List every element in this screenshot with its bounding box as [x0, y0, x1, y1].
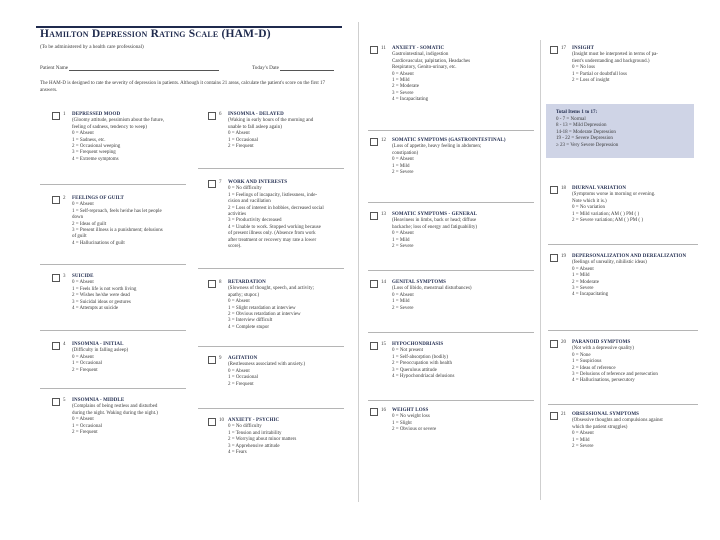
- score-checkbox[interactable]: [550, 412, 558, 420]
- patient-name-line[interactable]: [69, 64, 219, 71]
- item-body: (Insight must be interpreted in terms of pa- tient's understanding and background.) 0 = No loss 1 = Partial or doubtfull loss 2 = Loss of insight: [572, 52, 658, 84]
- divider: [40, 388, 186, 389]
- score-checkbox[interactable]: [208, 280, 216, 288]
- item-title: OBSESSIONAL SYMPTOMS: [572, 412, 640, 417]
- item-insight: [562, 46, 698, 84]
- item-number: 7: [219, 180, 222, 185]
- score-checkbox[interactable]: [370, 138, 378, 146]
- page-title: Hamilton Depression Rating Scale (HAM-D): [40, 28, 271, 40]
- item-body: (Waking in early hours of the morning and unable to fall asleep again) 0 = Absent 1 = Occasional 2 = Frequent: [228, 118, 314, 150]
- divider: [368, 332, 534, 333]
- divider: [40, 184, 186, 185]
- item-number: 9: [219, 356, 222, 361]
- item-insomnia-middle: [64, 398, 182, 436]
- item-title: SUICIDE: [72, 274, 94, 279]
- score-checkbox[interactable]: [370, 212, 378, 220]
- column-divider: [540, 40, 541, 500]
- divider: [548, 244, 698, 245]
- divider: [198, 268, 344, 269]
- item-number: 21: [561, 412, 566, 417]
- patient-name-field[interactable]: [40, 64, 219, 71]
- item-title: INSIGHT: [572, 46, 595, 51]
- item-body: 0 = Not present 1 = Self-absorption (bodily) 2 = Preoccupation with health 3 = Querulous attitude 4 = Hypochondriacal delusions: [392, 348, 455, 380]
- item-title: PARANOID SYMPTOMS: [572, 340, 631, 345]
- item-title: RETARDATION: [228, 280, 266, 285]
- item-body: 0 = Absent 1 = Feels life is not worth living 2 = Wishes he/she were dead 3 = Suicidal ideas or gestures 4 = Attempts at suicide: [72, 280, 137, 312]
- page-subtitle: (To be administered by a health care professional): [40, 44, 144, 50]
- item-number: 5: [63, 398, 66, 403]
- item-title: HYPOCHONDRIASIS: [392, 342, 444, 347]
- score-checkbox[interactable]: [370, 342, 378, 350]
- item-number: 12: [381, 138, 386, 143]
- item-retardation: [220, 280, 344, 331]
- todays-date-field[interactable]: [252, 64, 334, 71]
- score-checkbox[interactable]: [370, 408, 378, 416]
- item-body: (Symptoms worse in morning or evening. Note which it is.) 0 = No variation 1 = Mild variation; AM ( ) PM ( ) 2 = Severe variation; AM ( ) PM ( ): [572, 192, 656, 224]
- score-checkbox[interactable]: [550, 186, 558, 194]
- todays-date-label: Today's Date: [252, 65, 279, 71]
- divider: [368, 400, 534, 401]
- patient-name-label: Patient Name: [40, 65, 69, 71]
- item-body: 0 = No difficulty 1 = Tension and irritability 2 = Worrying about minor matters 3 = Apprehensive attitude 4 = Fears: [228, 424, 297, 456]
- item-title: INSOMNIA - MIDDLE: [72, 398, 125, 403]
- item-number: 11: [381, 46, 386, 51]
- item-number: 10: [219, 418, 224, 423]
- item-genital-symptoms: [382, 280, 532, 312]
- divider: [198, 346, 344, 347]
- item-number: 19: [561, 254, 566, 259]
- item-body: (Not with a depressive quality) 0 = None 1 = Suspicious 2 = Ideas of reference 3 = Delusions of reference and persecution 4 = Hallucinations, persecutory: [572, 346, 658, 384]
- item-number: 2: [63, 196, 66, 201]
- item-title: INSOMNIA - DELAYED: [228, 112, 284, 117]
- divider: [198, 408, 344, 409]
- score-checkbox[interactable]: [52, 342, 60, 350]
- item-body: 0 = Absent 1 = Self-reproach, feels he/she has let people down 2 = Ideas of guilt 3 = Present illness is a punishment; delusions of guilt 4 = Hallucinations of guilt: [72, 202, 163, 246]
- item-number: 4: [63, 342, 66, 347]
- item-number: 3: [63, 274, 66, 279]
- item-body: (Complains of being restless and disturbed during the night. Waking during the night.) 0 = Absent 1 = Occasional 2 = Frequent: [72, 404, 158, 436]
- item-title: GENITAL SYMPTOMS: [392, 280, 447, 285]
- todays-date-line[interactable]: [280, 64, 334, 71]
- item-body: (Slowness of thought, speech, and activity; apathy; stupor.) 0 = Absent 1 = Slight retardation at interview 2 = Obvious retardation at interview 3 = Interview difficult 4 = Complete stupor: [228, 286, 314, 330]
- item-body: (Loss of libido, menstrual disturbances) 0 = Absent 1 = Mild 2 = Severe: [392, 286, 472, 311]
- score-checkbox[interactable]: [370, 280, 378, 288]
- item-body: (Obsessive thoughts and compulsions against which the patient struggles) 0 = Absent 1 = Mild 2 = Severe: [572, 418, 663, 450]
- item-title: ANXIETY - SOMATIC: [392, 46, 445, 51]
- score-checkbox[interactable]: [208, 418, 216, 426]
- item-body: (Difficulty in falling asleep) 0 = Absent 1 = Occasional 2 = Frequent: [72, 348, 129, 373]
- score-checkbox[interactable]: [550, 46, 558, 54]
- item-number: 17: [561, 46, 566, 51]
- divider: [368, 130, 534, 131]
- column-divider: [358, 22, 359, 502]
- item-number: 20: [561, 340, 566, 345]
- totals-scale: 0 - 7 = Normal 8 - 13 = Mild Depression 14-18 = Moderate Depression 19 - 22 = Severe Depression ≥ 23 = Very Severe Depression: [556, 116, 619, 148]
- item-insomnia-delayed: [220, 112, 344, 150]
- divider: [548, 330, 698, 331]
- item-anxiety-somatic: [382, 46, 532, 104]
- item-diurnal-variation: [562, 186, 698, 224]
- score-checkbox[interactable]: [550, 340, 558, 348]
- item-weight-loss: [382, 408, 532, 434]
- item-title: WEIGHT LOSS: [392, 408, 429, 413]
- totals-box: [546, 104, 694, 158]
- score-checkbox[interactable]: [208, 112, 216, 120]
- item-number: 15: [381, 342, 386, 347]
- totals-heading: Total Items 1 to 17:: [556, 110, 598, 115]
- item-number: 14: [381, 280, 386, 285]
- item-body: Gastrointestinal, indigestion Cardiovascular, palpitation, Headaches Respiratory, Genito-urinary, etc. 0 = Absent 1 = Mild 2 = Moderate 3 = Severe 4 = Incapacitating: [392, 52, 471, 103]
- item-number: 13: [381, 212, 386, 217]
- divider: [368, 202, 534, 203]
- item-number: 6: [219, 112, 222, 117]
- item-hypochondriasis: [382, 342, 532, 380]
- score-checkbox[interactable]: [52, 196, 60, 204]
- score-checkbox[interactable]: [208, 356, 216, 364]
- item-body: 0 = No weight loss 1 = Slight 2 = Obvious or severe: [392, 414, 437, 433]
- instructions: The HAM-D is designed to rate the severity of depression in patients. Although it contains 21 areas, calculate the patient's score on the first 17 answers.: [40, 81, 325, 93]
- item-title: ANXIETY - PSYCHIC: [228, 418, 280, 423]
- score-checkbox[interactable]: [370, 46, 378, 54]
- item-body: (Heaviness in limbs, back or head; diffuse backache; loss of energy and fatiguability) 0 = Absent 1 = Mild 2 = Severe: [392, 218, 478, 250]
- score-checkbox[interactable]: [52, 274, 60, 282]
- item-number: 18: [561, 186, 566, 191]
- item-body: 0 = No difficulty 1 = Feelings of incapacity, listlessness, inde- cision and vacillation 2 = Loss of interest in hobbies, decreased social activities 3 = Productivity decreased 4 = Unable to work. Stopped working because of present illness only. (Absence from work after treatment or recovery may rate a lower score).: [228, 186, 324, 250]
- item-title: INSOMNIA - INITIAL: [72, 342, 124, 347]
- item-title: DEPERSONALIZATION AND DEREALIZATION: [572, 254, 687, 259]
- divider: [40, 330, 186, 331]
- item-title: DEPRESSED MOOD: [72, 112, 121, 117]
- item-agitation: [220, 356, 344, 388]
- item-title: AGITATION: [228, 356, 258, 361]
- item-title: SOMATIC SYMPTOMS (GASTROINTESTINAL): [392, 138, 506, 143]
- score-checkbox[interactable]: [208, 180, 216, 188]
- item-body: (Restlessness associated with anxiety.) 0 = Absent 1 = Occasional 2 = Frequent: [228, 362, 306, 387]
- item-depressed-mood: [64, 112, 182, 163]
- item-somatic-general: [382, 212, 532, 250]
- item-obsessional-symptoms: [562, 412, 698, 450]
- item-somatic-gastrointestinal: [382, 138, 532, 176]
- item-insomnia-initial: [64, 342, 182, 374]
- item-body: (feelings of unreality, nihilistic ideas) 0 = Absent 1 = Mild 2 = Moderate 3 = Severe 4 = Incapacitating: [572, 260, 647, 298]
- score-checkbox[interactable]: [52, 112, 60, 120]
- item-number: 16: [381, 408, 386, 413]
- item-suicide: [64, 274, 182, 312]
- score-checkbox[interactable]: [52, 398, 60, 406]
- item-title: SOMATIC SYMPTOMS - GENERAL: [392, 212, 478, 217]
- item-anxiety-psychic: [220, 418, 344, 456]
- item-number: 8: [219, 280, 222, 285]
- item-body: (Gloomy attitude, pessimism about the future, feeling of sadness, tendency to weep) 0 = Absent 1 = Sadness, etc. 2 = Occasional weeping 3 = Frequent weeping 4 = Extreme symptoms: [72, 118, 165, 162]
- divider: [40, 264, 186, 265]
- item-work-and-interests: [220, 180, 344, 250]
- item-title: FEELINGS OF GUILT: [72, 196, 124, 201]
- item-title: DIURNAL VARIATION: [572, 186, 627, 191]
- item-depersonalization: [562, 254, 698, 299]
- item-number: 1: [63, 112, 66, 117]
- score-checkbox[interactable]: [550, 254, 558, 262]
- divider: [548, 404, 698, 405]
- item-body: (Loss of appetite, heavy feeling in abdomen; constipation) 0 = Absent 1 = Mild 2 = Severe: [392, 144, 482, 176]
- divider: [368, 270, 534, 271]
- item-paranoid-symptoms: [562, 340, 698, 385]
- item-title: WORK AND INTERESTS: [228, 180, 288, 185]
- item-feelings-of-guilt: [64, 196, 182, 247]
- divider: [198, 168, 344, 169]
